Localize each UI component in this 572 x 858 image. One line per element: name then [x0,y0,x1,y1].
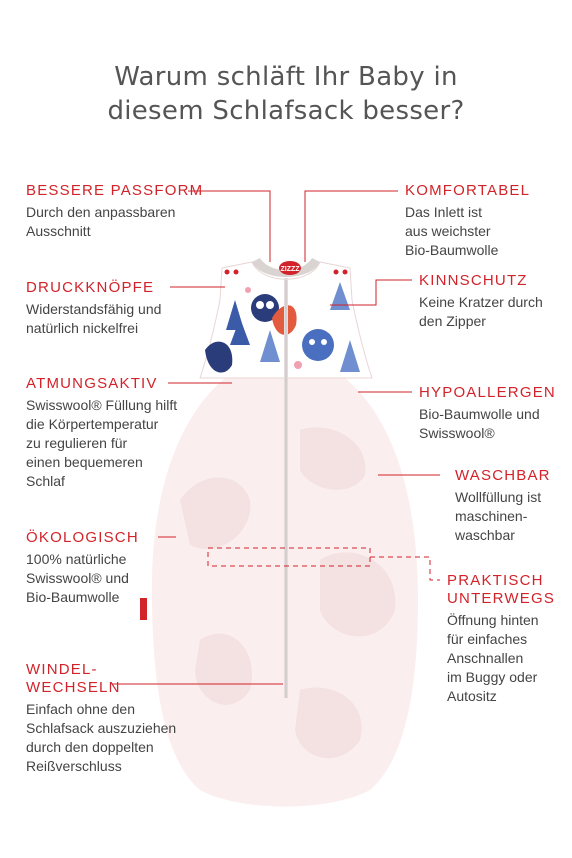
feature-waschbar [455,467,551,545]
feature-heading: DRUCKKNÖPFE [26,279,155,296]
feature-description: Widerstandsfähig und natürlich nickelfrei [26,301,162,336]
feature-windelwechseln [26,661,176,776]
feature-description: Durch den anpassbaren Ausschnitt [26,204,176,239]
feature-atmungsaktiv [26,375,177,491]
feature-druckknoepfe [26,279,161,338]
feature-heading: BESSERE PASSFORM [26,182,204,199]
feature-description: Öffnung hinten für einfaches Anschnallen im Buggy oder Autositz [447,612,539,704]
feature-description: Keine Kratzer durch den Zipper [419,294,543,329]
feature-kinnschutz [419,272,543,331]
feature-passform [26,182,203,241]
feature-heading: ÖKOLOGISCH [26,529,139,546]
title-line-1: Warum schläft Ihr Baby in [114,62,458,92]
side-label-tag [140,598,147,620]
title-line-2: diesem Schlafsack besser? [107,96,465,126]
feature-description: Einfach ohne den Schlafsack auszuziehen durch den doppelten Reißverschluss [26,701,177,774]
feature-praktisch-unterwegs [447,572,555,706]
feature-heading-1: PRAKTISCH [447,572,544,589]
feature-description: Bio-Baumwolle und Swisswool® [419,406,540,441]
zizzz-logo-text: ZIZZZ [280,266,300,273]
feature-description: 100% natürliche Swisswool® und Bio-Baumwolle [26,551,129,605]
feature-heading: KOMFORTABEL [405,182,531,199]
feature-komfortabel [405,182,530,260]
feature-oekologisch [26,529,139,607]
feature-description: Wollfüllung ist maschinen- waschbar [455,489,542,543]
connector-komfort [305,191,398,262]
feature-heading: KINNSCHUTZ [419,272,528,289]
feature-description: Swisswool® Füllung hilft die Körpertemperatur zu regulieren für einen bequemeren Schlaf [26,397,178,489]
feature-description: Das Inlett ist aus weichster Bio-Baumwolle [405,204,499,258]
feature-heading: WASCHBAR [455,467,551,484]
feature-heading-2: WECHSELN [26,679,121,696]
feature-heading-1: WINDEL- [26,661,98,678]
feature-heading-2: UNTERWEGS [447,590,556,607]
feature-hypoallergen [419,384,556,443]
feature-heading: ATMUNGSAKTIV [26,375,158,392]
feature-heading: HYPOALLERGEN [419,384,556,401]
